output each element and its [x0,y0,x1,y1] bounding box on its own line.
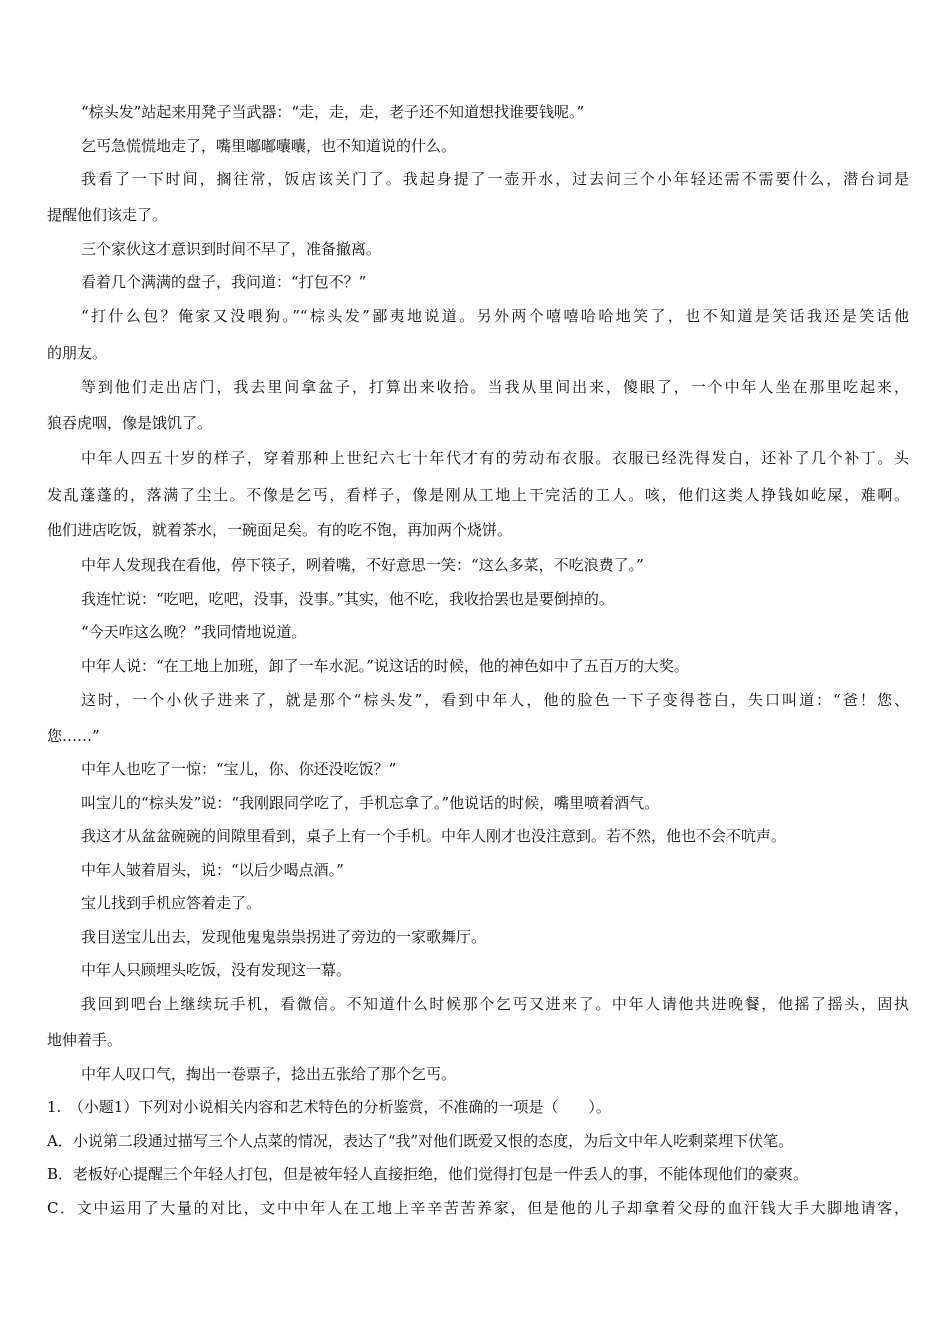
question-stem: 1. （小题1）下列对小说相关内容和艺术特色的分析鉴赏，不准确的一项是（ ）。 [47,1098,611,1116]
story-line: 中年人叹口气，掏出一卷票子，捻出五张给了那个乞丐。 [81,1065,457,1083]
story-line: 我回到吧台上继续玩手机，看微信。不知道什么时候那个乞丐又进来了。中年人请他共进晚餐，他摇了摇头，固执 [81,995,909,1013]
story-line: “棕头发”站起来用凳子当武器：“走，走，走，老子还不知道想找谁要钱呢。” [81,103,585,121]
story-line: 我这才从盆盆碗碗的间隙里看到，桌子上有一个手机。中年人刚才也没注意到。若不然，他也不会不吭声。 [81,827,787,845]
story-line: “今天咋这么晚？”我同情地说道。 [81,623,307,641]
story-line: 我看了一下时间，搁往常，饭店该关门了。我起身提了一壶开水，过去问三个小年轻还需不需要什么，潜台词是 [81,170,909,188]
story-line: 的朋友。 [47,344,108,362]
story-line: 发乱蓬蓬的，落满了尘土。不像是乞丐，看样子，像是刚从工地上干完活的工人。咳，他们这类人挣钱如屹屎，难啊。 [47,486,909,504]
story-line: 这时，一个小伙子进来了，就是那个“棕头发”，看到中年人，他的脸色一下子变得苍白，失口叫道：“爸！您、 [81,691,909,709]
story-line: 提醒他们该走了。 [47,206,168,224]
story-line: “打什么包？俺家又没喂狗。”“棕头发”鄙夷地说道。另外两个嘻嘻哈哈地笑了，也不知道是笑话我还是笑话他 [81,307,909,325]
story-line: 叫宝儿的“棕头发”说：“我刚跟同学吃了，手机忘拿了。”他说话的时候，嘴里喷着酒气。 [81,794,660,812]
story-line: 中年人发现我在看他，停下筷子，咧着嘴，不好意思一笑：“这么多菜，不吃浪费了。” [81,556,644,574]
question-option-a: A．小说第二段通过描写三个人点菜的情况，表达了“我”对他们既爱又恨的态度，为后文中年人吃剩菜埋下伏笔。 [47,1132,794,1150]
story-line: 乞丐急慌慌地走了，嘴里嘟嘟囔囔，也不知道说的什么。 [81,137,457,155]
story-line: 三个家伙这才意识到时间不早了，准备撤离。 [81,240,382,258]
story-line: 等到他们走出店门，我去里间拿盆子，打算出来收拾。当我从里间出来，傻眼了，一个中年人坐在那里吃起来， [81,378,909,396]
story-line: 我目送宝儿出去，发现他鬼鬼祟祟拐进了旁边的一家歌舞厅。 [81,928,487,946]
question-option-c: C．文中运用了大量的对比，文中中年人在工地上辛辛苦苦养家，但是他的儿子却拿着父母的血汗钱大手大脚地请客， [47,1199,909,1217]
story-line: 您……” [47,727,100,745]
question-option-b: B．老板好心提醒三个年轻人打包，但是被年轻人直接拒绝，他们觉得打包是一件丢人的事，不能体现他们的豪爽。 [47,1165,809,1183]
story-line: 地伸着手。 [47,1031,123,1049]
story-line: 中年人也吃了一惊：“宝儿，你、你还没吃饭？” [81,760,397,778]
story-line: 中年人说：“在工地上加班，卸了一车水泥。”说这话的时候，他的神色如中了五百万的大奖。 [81,657,689,675]
story-line: 看着几个满满的盘子，我问道：“打包不？” [81,273,367,291]
story-line: 我连忙说：“吃吧，吃吧，没事，没事。”其实，他不吃，我收拾罢也是要倒掉的。 [81,590,614,608]
story-line: 狼吞虎咽，像是饿饥了。 [47,414,213,432]
story-line: 中年人只顾埋头吃饭，没有发现这一幕。 [81,961,352,979]
story-line: 他们进店吃饭，就着茶水，一碗面足矣。有的吃不饱，再加两个烧饼。 [47,521,513,539]
story-line: 中年人四五十岁的样子，穿着那种上世纪六七十年代才有的劳动布衣服。衣服已经洗得发白，还补了几个补丁。头 [81,449,909,467]
story-line: 宝儿找到手机应答着走了。 [81,894,262,912]
story-line: 中年人皱着眉头，说：“以后少喝点酒。” [81,861,344,879]
